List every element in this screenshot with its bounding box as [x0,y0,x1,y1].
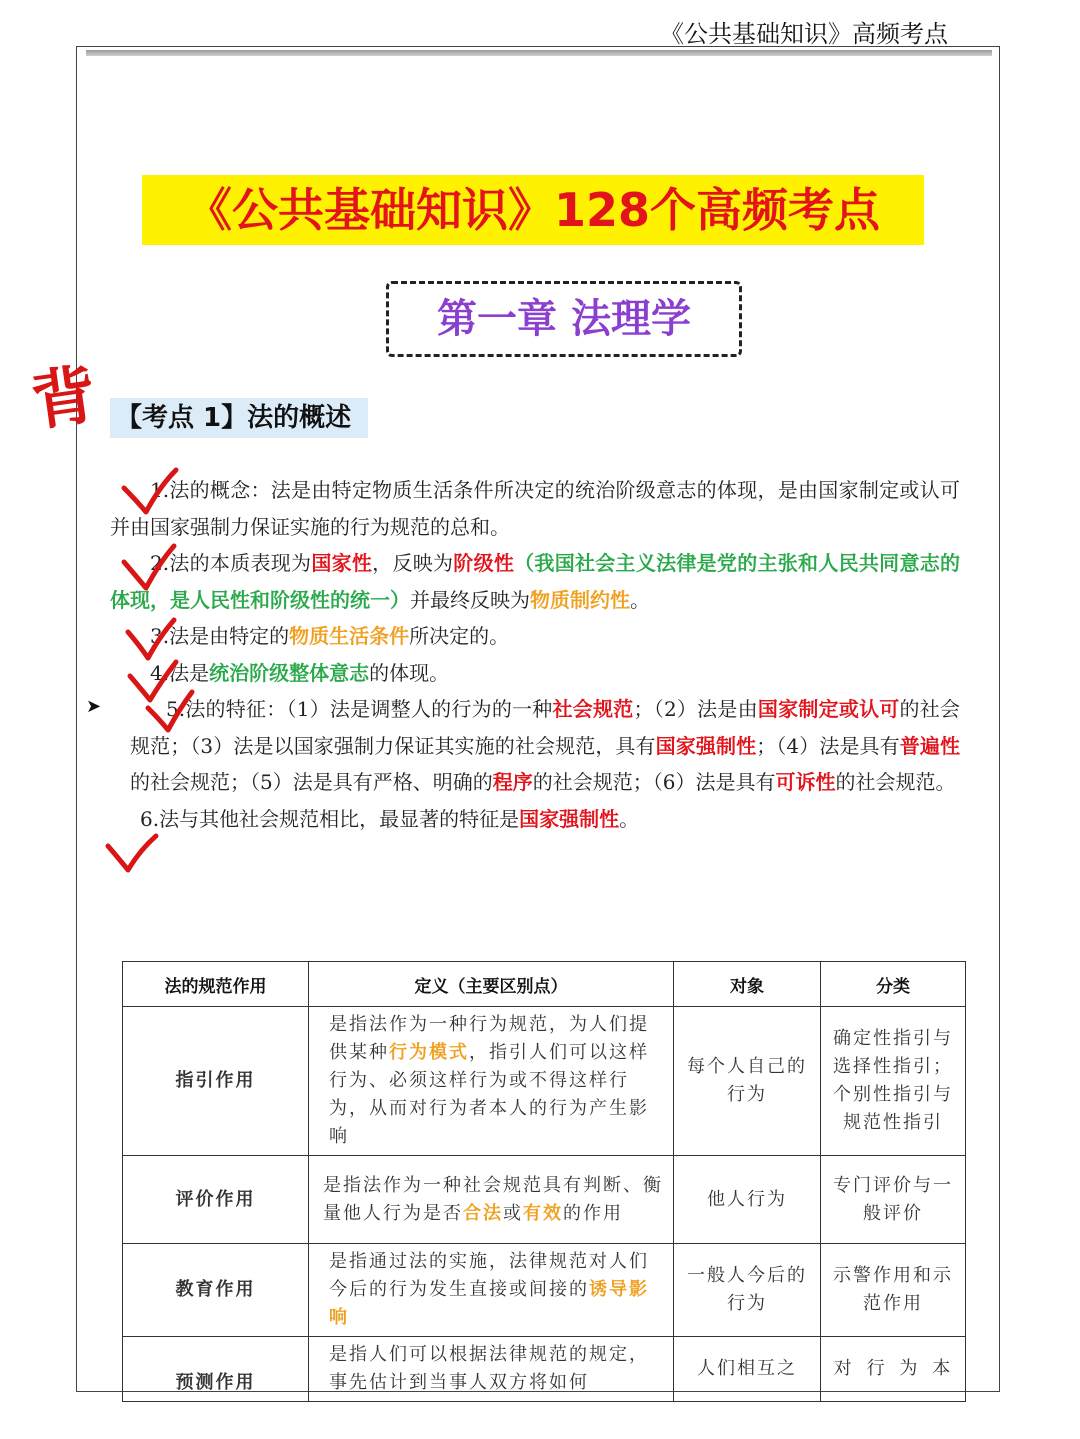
role-cell: 评价作用 [123,1156,309,1244]
definition-text: 或 [503,1202,523,1224]
role-cell: 教育作用 [123,1244,309,1337]
normative-function-table [122,961,966,1402]
keyword: （我国社会主义法律是党的主张和人民共同意志的体现，是人民性和阶级性的统一） [110,551,961,612]
definition-text: ，指引人们可以这样行为、必须这样行为或不得这样行为，从而对行为者本人的行为产生影响 [329,1042,649,1147]
point-2-mid1: ，反映为 [372,551,454,575]
definition-text: 是指法作为一种社会规范具有判断、衡量他人行为是否 [323,1174,663,1224]
definition-cell [309,1156,674,1244]
table-header-cell: 分类 [821,962,966,1007]
point-4-end: 的体现。 [369,660,450,685]
table-header-cell: 法的规范作用 [123,962,309,1007]
definition-text: 的作用 [563,1202,623,1224]
table-row [123,1156,966,1244]
point-3-pre: 3.法是由特定的 [150,624,290,648]
page-header-title: 《公共基础知识》高频考点 [660,20,948,48]
table-header-cell: 定义（主要区别点） [309,962,674,1007]
table-header-cell: 对象 [674,962,821,1007]
category-cell: 专门评价与一般评价 [821,1156,966,1244]
point-5-s4: ；（4）法是具有 [756,733,900,758]
point-2-mid2: 并最终反映为 [410,587,530,612]
definition-highlight: 合法 [463,1202,503,1224]
point-3-end: 所决定的。 [409,624,510,648]
object-cell: 一般人今后的行为 [674,1244,821,1337]
keyword: 国家性 [311,551,373,575]
keyword: 国家强制性 [655,733,757,758]
table-row [123,1007,966,1156]
point-5-s7: 的社会规范。 [835,770,956,794]
handwritten-bei-annotation: 背 [27,358,101,441]
definition-text: 是指法作为一种行为规范，为人们提供某种 [329,1014,649,1063]
body-text [110,472,960,837]
point-5-s2: ；（2）法是由 [633,697,758,721]
keyword: 普遍性 [899,733,960,758]
table-row [123,1337,966,1402]
keyword: 阶级性 [453,551,515,575]
point-2 [110,545,960,618]
definition-cell [309,1244,674,1337]
definition-text: 是指通过法的实施，法律规范对人们今后的行为发生直接或间接的 [329,1251,649,1300]
keyword: 统治阶级整体意志 [209,660,370,685]
point-6 [110,801,960,838]
main-title: 《公共基础知识》128个高频考点 [142,175,924,245]
point-3 [110,618,960,655]
category-cell: 示警作用和示范作用 [821,1244,966,1337]
role-cell: 指引作用 [123,1007,309,1156]
definition-highlight: 诱导影响 [329,1279,649,1328]
point-6-pre: 6.法与其他社会规范相比，最显著的特征是 [140,806,520,831]
keyword: 社会规范 [552,697,634,721]
object-cell: 他人行为 [674,1156,821,1244]
definition-cell [309,1007,674,1156]
point-4-pre: 4.法是 [150,660,210,685]
table-row [123,1244,966,1337]
definition-highlight: 有效 [523,1202,563,1224]
point-6-end: 。 [619,806,640,831]
table-header-row [123,962,966,1007]
definition-cell [309,1337,674,1402]
definition-highlight: 行为模式 [389,1042,469,1063]
role-cell: 预测作用 [123,1337,309,1402]
point-2-pre: 2.法的本质表现为 [150,551,312,575]
point-5-s6: 的社会规范；（6）法是具有 [532,770,776,794]
point-5-s5: 的社会规范；（5）法是具有严格、明确的 [130,770,493,794]
point-4 [110,655,960,692]
point-5 [110,691,960,801]
category-cell: 对 行 为 本 [821,1337,966,1402]
chapter-title: 第一章 法理学 [386,281,742,357]
point-5-s3: 的社会规范；（3）法是以国家强制力保证其实施的社会规范，具有 [130,697,961,758]
keyword: 可诉性 [775,770,836,794]
definition-text: 是指人们可以根据法律规范的规定，事先估计到当事人双方将如何 [329,1344,649,1393]
object-cell: 人们相互之 [674,1337,821,1402]
keyword: 程序 [492,770,533,794]
point-1-text: 1.法的概念：法是由特定物质生活条件所决定的统治阶级意志的体现，是由国家制定或认可并由国家强制力保证实施的行为规范的总和。 [110,478,960,539]
section-heading: 【考点 1】法的概述 [110,398,368,438]
object-cell: 每个人自己的行为 [674,1007,821,1156]
keyword: 国家强制性 [519,806,620,831]
keyword: 国家制定或认可 [757,697,900,721]
arrow-bullet-icon: ➤ [86,696,102,717]
keyword: 物质生活条件 [289,624,410,648]
keyword: 物质制约性 [530,587,630,612]
point-1 [110,472,960,545]
category-cell: 确定性指引与选择性指引；个别性指引与规范性指引 [821,1007,966,1156]
point-5-s1: 5.法的特征：（1）法是调整人的行为的一种 [166,697,553,721]
point-2-end: 。 [630,587,650,612]
